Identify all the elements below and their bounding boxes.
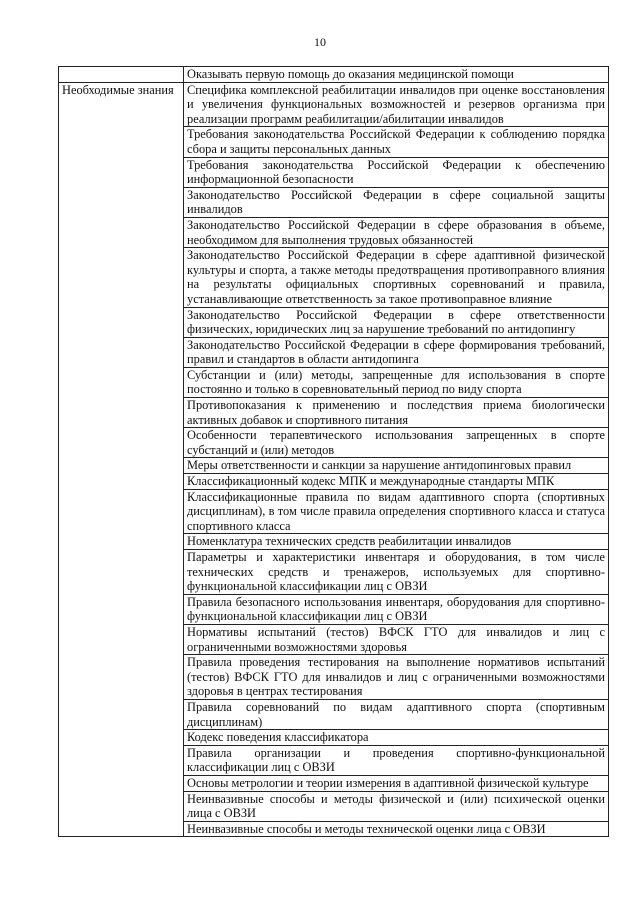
knowledge-table <box>58 66 609 837</box>
table-row <box>59 67 609 83</box>
requirement-text: Нормативы испытаний (тестов) ВФСК ГТО для инвалидов и лиц с ограниченными возможностями здоровья <box>184 624 609 654</box>
requirement-text: Правила проведения тестирования на выполнение нормативов испытаний (тестов) ВФСК ГТО для инвалидов и лиц с ограниченными возможностями здоровья в центрах тестирования <box>184 655 609 700</box>
requirement-text: Законодательство Российской Федерации в сфере ответственности физических, юридических лиц за нарушение требований по антидопингу <box>184 307 609 337</box>
requirement-text: Оказывать первую помощь до оказания медицинской помощи <box>184 67 609 83</box>
requirement-text: Классификационные правила по видам адаптивного спорта (спортивных дисциплинам), в том числе правила определения спортивного класса и статуса спортивного класса <box>184 489 609 534</box>
requirement-text: Правила организации и проведения спортивно-функциональной классификации лиц с ОВЗИ <box>184 745 609 775</box>
requirement-text: Основы метрологии и теории измерения в адаптивной физической культуре <box>184 775 609 791</box>
requirement-text: Кодекс поведения классификатора <box>184 730 609 746</box>
requirement-text: Правила соревнований по видам адаптивного спорта (спортивным дисциплинам) <box>184 699 609 729</box>
requirement-text: Законодательство Российской Федерации в сфере образования в объеме, необходимом для выполнения трудовых обязанностей <box>184 217 609 247</box>
requirement-text: Параметры и характеристики инвентаря и оборудования, в том числе технических средств и тренажеров, используемых для спортивно-функциональной классификации лиц с ОВЗИ <box>184 550 609 595</box>
requirement-text: Законодательство Российской Федерации в сфере адаптивной физической культуры и спорта, а также методы предотвращения противоправного влияния на результаты официальных спортивных соревнований и правила, устанавливающие ответственность за такое противоправное влияние <box>184 248 609 307</box>
requirement-text: Особенности терапевтического использования запрещенных в спорте субстанций и (или) методов <box>184 428 609 458</box>
requirement-text: Субстанции и (или) методы, запрещенные для использования в спорте постоянно и только в соревновательный период по виду спорта <box>184 367 609 397</box>
requirement-text: Неинвазивные способы и методы физической и (или) психической оценки лица с ОВЗИ <box>184 791 609 821</box>
requirement-text: Меры ответственности и санкции за нарушение антидопинговых правил <box>184 458 609 474</box>
requirement-text: Классификационный кодекс МПК и международные стандарты МПК <box>184 474 609 490</box>
section-label: Необходимые знания <box>59 82 184 837</box>
requirement-text: Неинвазивные способы и методы технической оценки лица с ОВЗИ <box>184 821 609 837</box>
requirement-text: Противопоказания к применению и последствия приема биологически активных добавок и спортивного питания <box>184 398 609 428</box>
table-row <box>59 82 609 127</box>
requirement-text: Специфика комплексной реабилитации инвалидов при оценке восстановления и увеличения функциональных возможностей и резервов организма при реализации программ реабилитации/абилитации инвалидов <box>184 82 609 127</box>
section-label-empty <box>59 67 184 83</box>
requirement-text: Законодательство Российской Федерации в сфере формирования требований, правил и стандартов в области антидопинга <box>184 337 609 367</box>
requirement-text: Номенклатура технических средств реабилитации инвалидов <box>184 534 609 550</box>
requirement-text: Правила безопасного использования инвентаря, оборудования для спортивно-функциональной классификации лиц с ОВЗИ <box>184 594 609 624</box>
requirement-text: Требования законодательства Российской Федерации к соблюдению порядка сбора и защиты персональных данных <box>184 127 609 157</box>
page-number: 10 <box>314 35 326 49</box>
requirement-text: Требования законодательства Российской Федерации к обеспечению информационной безопасности <box>184 157 609 187</box>
requirement-text: Законодательство Российской Федерации в сфере социальной защиты инвалидов <box>184 187 609 217</box>
